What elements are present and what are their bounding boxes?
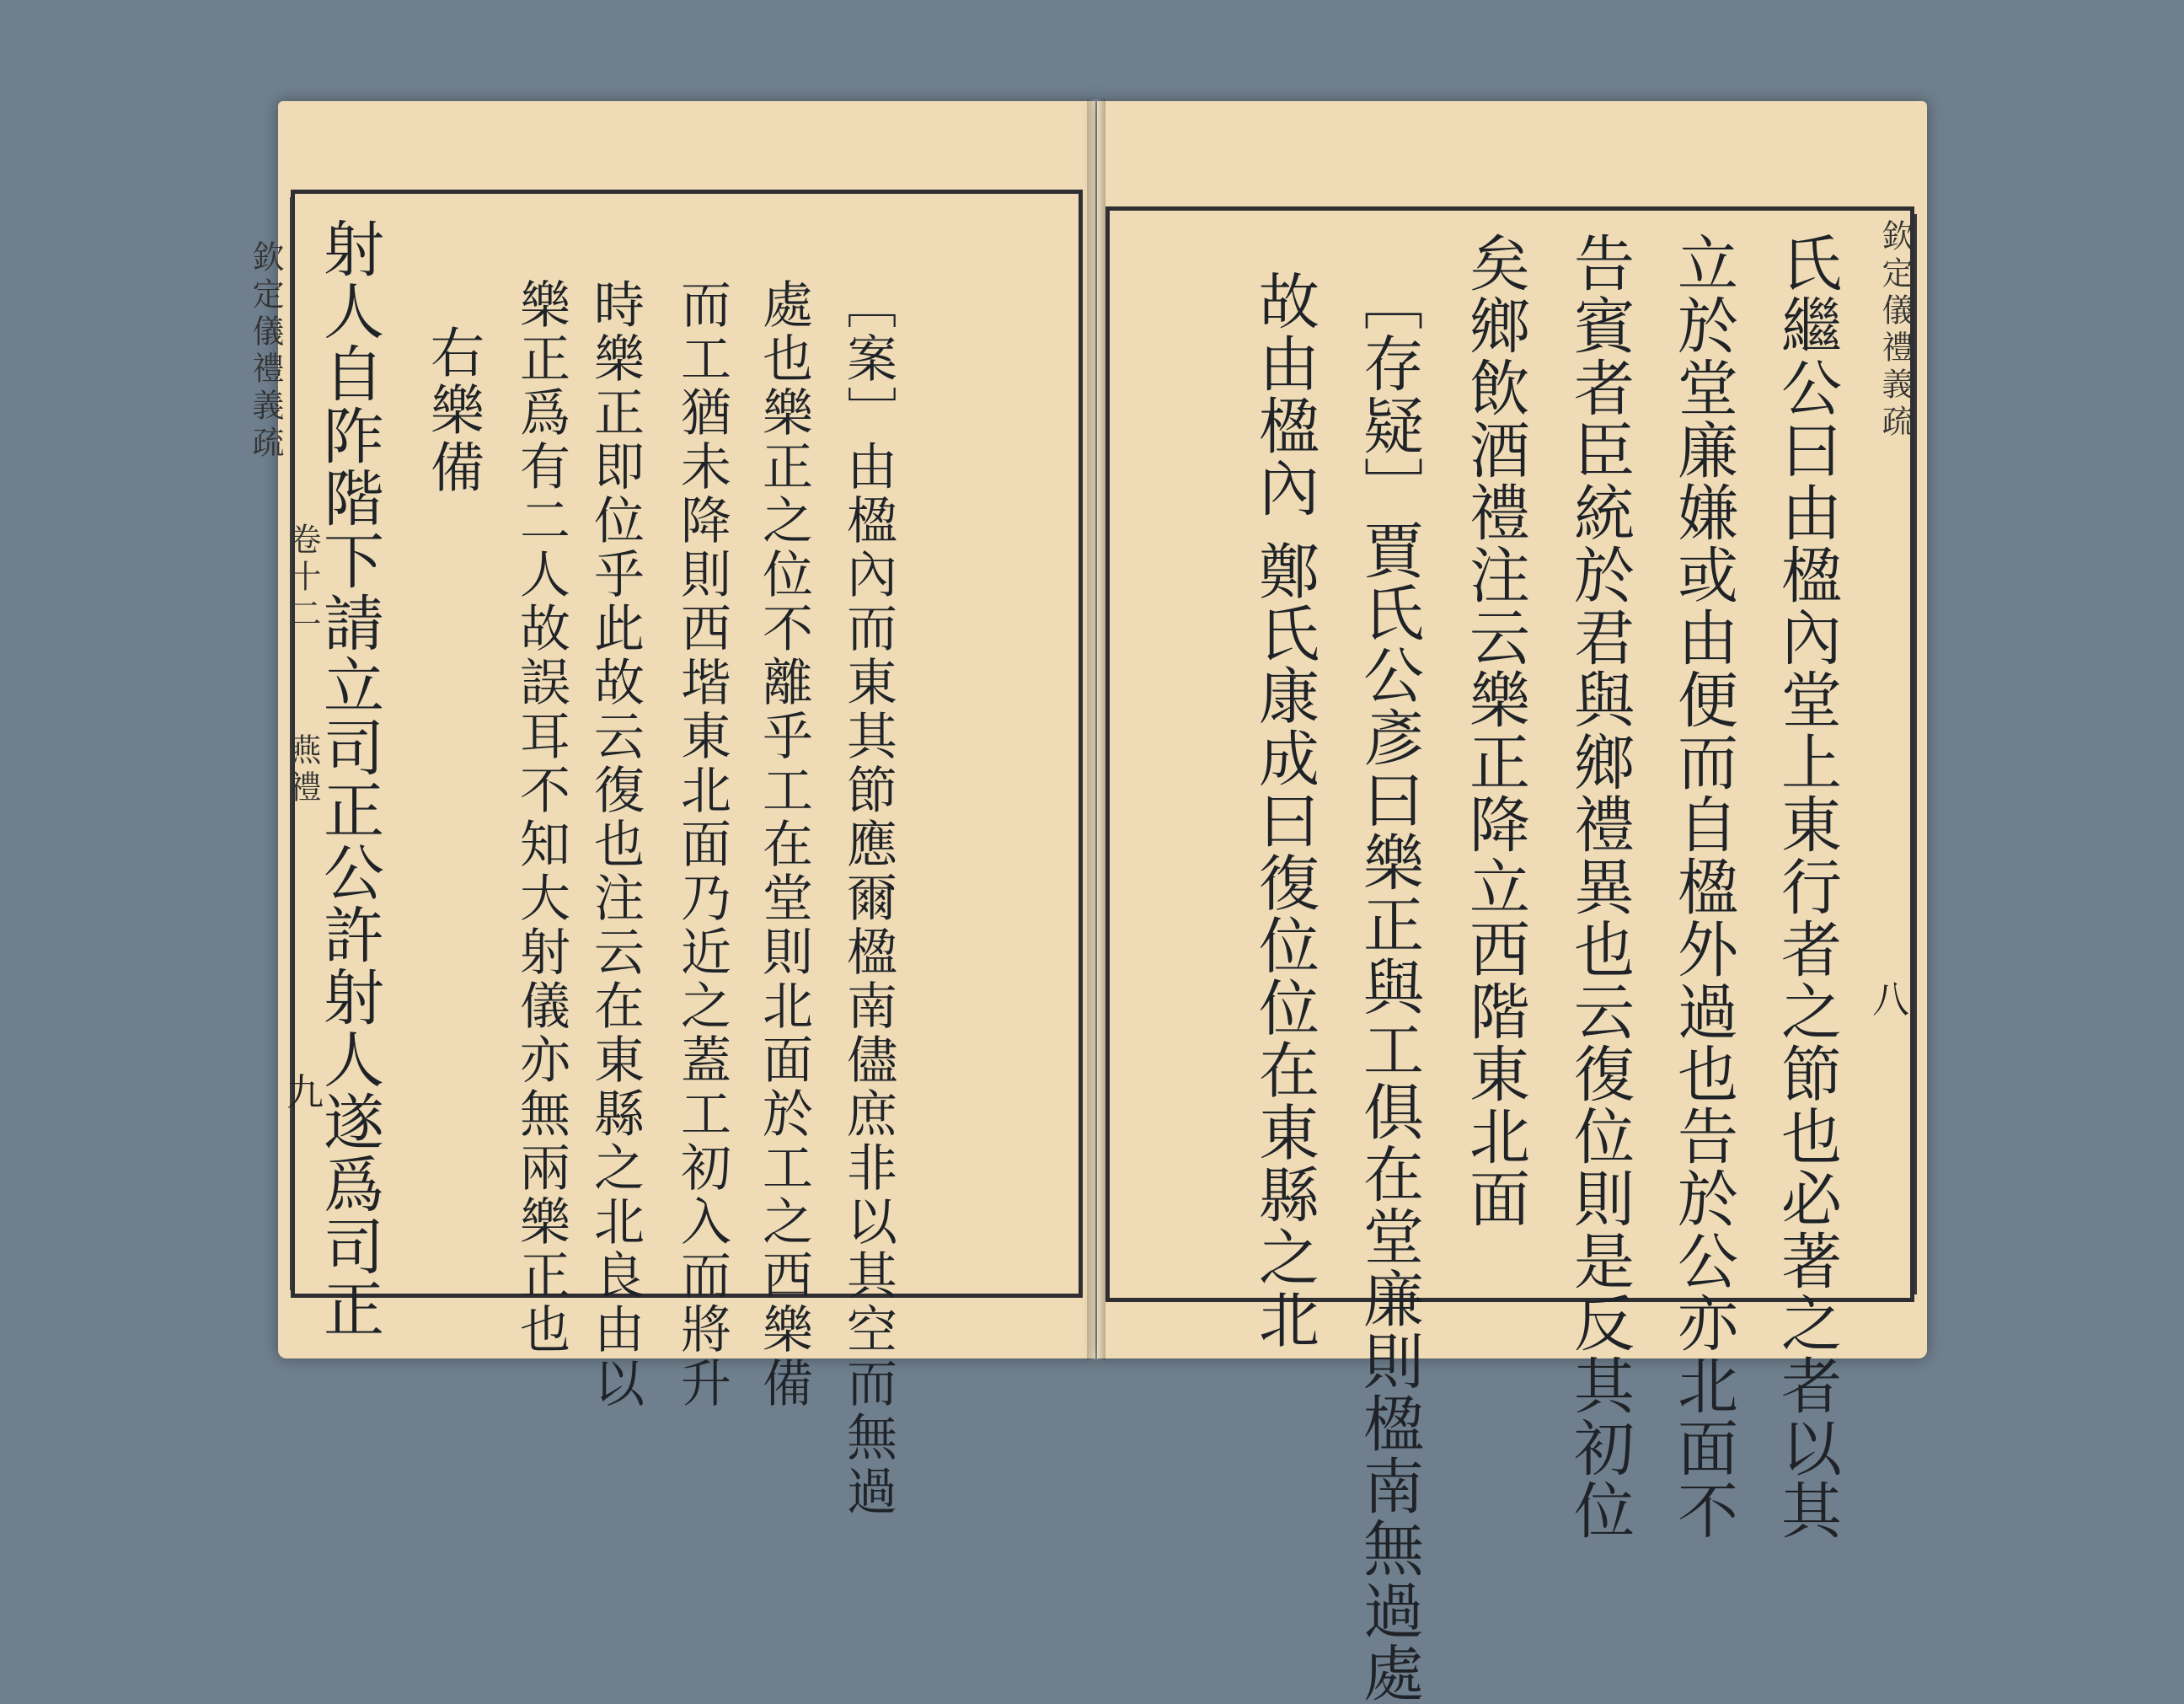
right-page-number: 八: [1872, 978, 1909, 1021]
left-page-number: 九: [286, 1071, 324, 1114]
left-column-1: 射人自阼階下請立司正公許射人遂爲司正: [313, 217, 384, 1340]
right-column-1: 氏繼公曰由楹內堂上東行者之節也必著之者以其: [1771, 232, 1842, 1541]
right-margin-title: 欽定儀禮義疏: [1876, 219, 1914, 442]
left-column-5: 而工猶未降則西堦東北面乃近之蓋工初入而將升: [672, 278, 731, 1411]
left-column-6: 處也樂正之位不離乎工在堂則北面於工之西樂備: [754, 278, 813, 1411]
left-margin-title: 欽定儀禮義疏: [247, 240, 284, 463]
right-column-2: 立於堂廉嫌或由便而自楹外過也告於公亦北面不: [1667, 232, 1738, 1541]
right-column-6: 故由楹內 鄭氏康成曰復位位在東縣之北: [1249, 270, 1320, 1351]
left-margin-chapter: 燕禮: [284, 733, 321, 807]
section-heading: 右樂備: [421, 324, 484, 496]
left-margin-volume: 卷十二: [284, 522, 321, 634]
left-column-4: 時樂正即位乎此故云復也注云在東縣之北良由以: [586, 278, 645, 1411]
right-margin-rule: [1914, 214, 1917, 1294]
left-column-7: ［案］由楹內而東其節應爾楹南儘庶非以其空而無過: [838, 278, 897, 1519]
book-gutter: [1087, 99, 1105, 1360]
right-column-3: 告賓者臣統於君與鄉禮異也云復位則是反其初位: [1564, 232, 1635, 1541]
right-column-4: 矣鄉飲酒禮注云樂正降立西階東北面: [1459, 232, 1530, 1230]
left-column-3: 樂正爲有二人故誤耳不知大射儀亦無兩樂正也: [511, 278, 570, 1357]
right-column-5: ［存疑］賈氏公彥曰樂正與工俱在堂廉則楹南無過處: [1353, 270, 1424, 1704]
